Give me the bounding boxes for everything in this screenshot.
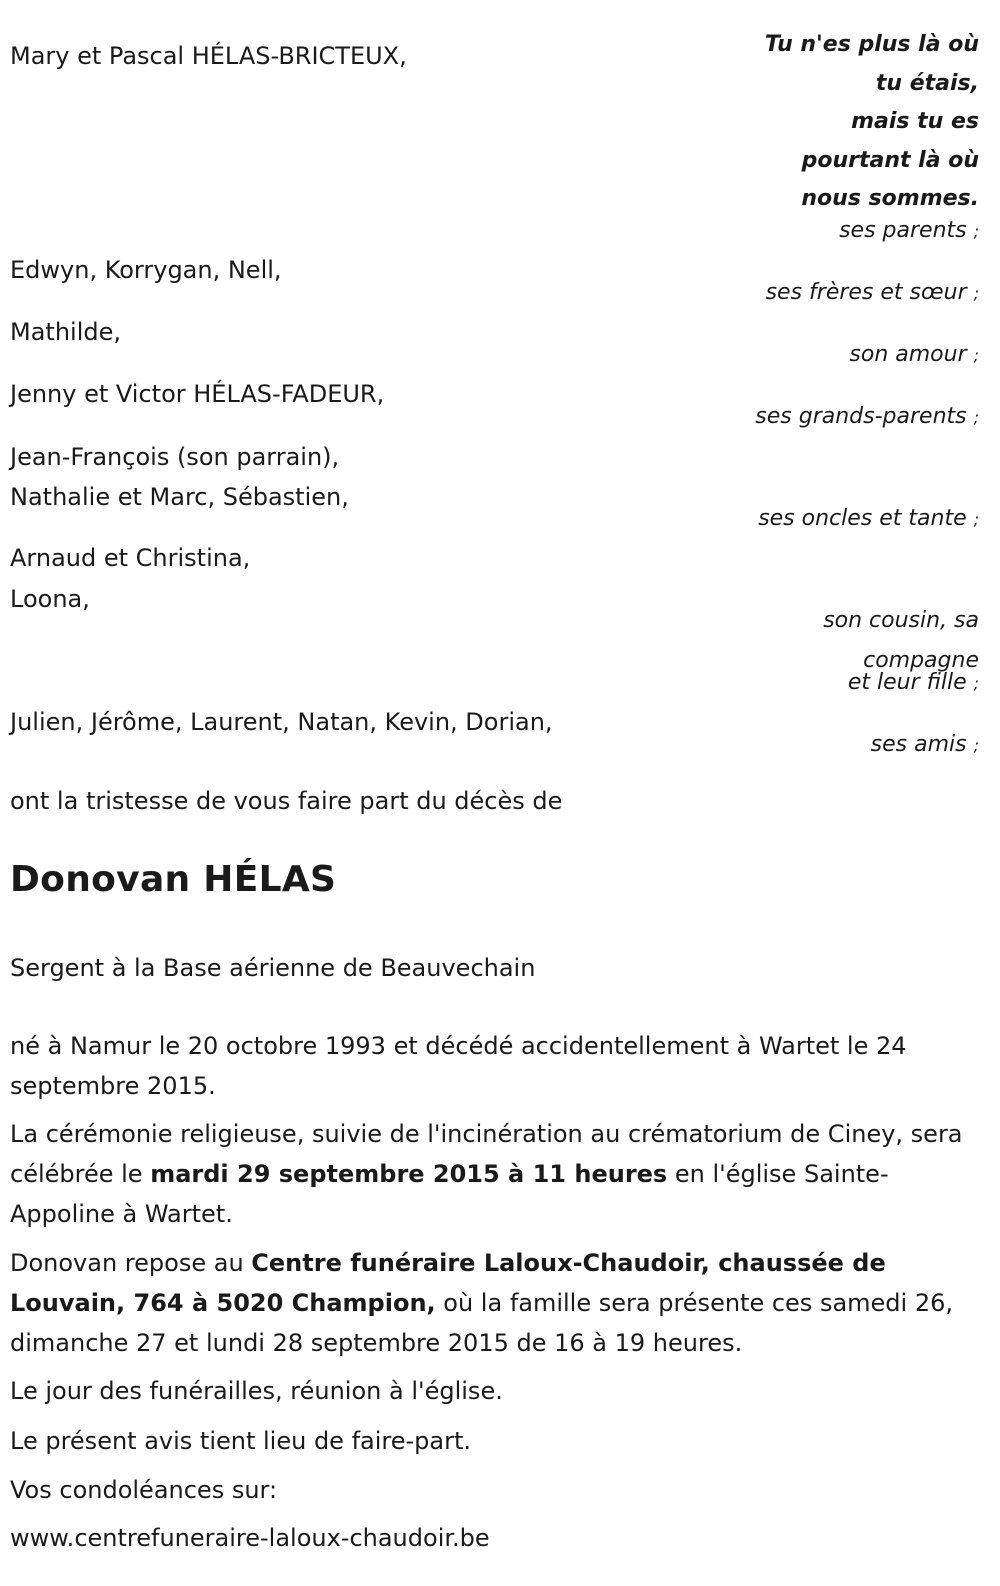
relation-semicolon: ;: [973, 222, 979, 241]
family-names-siblings: Edwyn, Korrygan, Nell,: [10, 256, 282, 284]
family-names-cousin-2: Loona,: [10, 585, 90, 613]
ceremony-paragraph: [10, 1114, 970, 1234]
relation-semicolon: ;: [973, 674, 979, 693]
poem-line: pourtant là où: [801, 147, 979, 173]
condolences-label: Vos condoléances sur:: [10, 1476, 278, 1504]
deceased-name: Donovan HÉLAS: [10, 859, 337, 900]
birth-death: né à Namur le 20 octobre 1993 et décédé accidentellement à Wartet le 24 septembre 2015.: [10, 1032, 907, 1100]
relation-semicolon: ;: [973, 346, 979, 365]
family-names-uncles-1: Jean-François (son parrain),: [10, 443, 340, 471]
family-names-uncles-2: Nathalie et Marc, Sébastien,: [10, 483, 349, 511]
family-names-love: Mathilde,: [10, 318, 121, 346]
website-link[interactable]: www.centrefuneraire-laloux-chaudoir.be: [10, 1524, 490, 1552]
relation-text: et leur fille: [847, 670, 967, 695]
family-names-grandparents: Jenny et Victor HÉLAS-FADEUR,: [10, 380, 385, 408]
relation-text: ses oncles et tante: [758, 506, 967, 531]
occupation: Sergent à la Base aérienne de Beauvechain: [10, 954, 536, 982]
poem-line: Tu n'es plus là où: [764, 32, 979, 57]
relation-cousin-line-3: [848, 672, 979, 694]
repose-text: où la famille sera présente ces samedi 26, dimanche 27 et lundi 28 septembre 2015 de 16 à 19 heures.: [10, 1289, 953, 1357]
announcement: ont la tristesse de vous faire part du décès de: [10, 787, 563, 815]
ceremony-date: mardi 29 septembre 2015 à 11 heures: [150, 1160, 668, 1188]
repose-paragraph: [10, 1243, 970, 1363]
relation-cousin-line-2: compagne: [863, 648, 979, 673]
relation-text: ses grands-parents: [755, 404, 967, 429]
relation-semicolon: ;: [973, 510, 979, 529]
relation-semicolon: ;: [973, 408, 979, 427]
relation-grandparents: [755, 406, 979, 428]
poem-line: tu étais,: [875, 70, 979, 96]
poem-line: mais tu es: [851, 109, 979, 134]
relation-love: [849, 344, 979, 366]
relation-text: ses amis: [870, 732, 967, 757]
relation-semicolon: ;: [973, 736, 979, 755]
relation-siblings: [766, 282, 979, 304]
relation-text: ses parents: [839, 218, 967, 243]
family-names-friends: Julien, Jérôme, Laurent, Natan, Kevin, Dorian,: [10, 708, 553, 736]
repose-text: Donovan repose au: [10, 1249, 252, 1277]
relation-text: son amour: [849, 342, 967, 367]
relation-semicolon: ;: [973, 284, 979, 303]
relation-friends: [871, 734, 979, 756]
ceremony-text: La cérémonie religieuse, suivie de l'incinération au crématorium de Ciney, sera célébrée le: [10, 1120, 963, 1188]
relation-cousin-line-1: son cousin, sa: [823, 608, 979, 633]
family-names-cousin-1: Arnaud et Christina,: [10, 544, 251, 572]
ceremony-text: en l'église Sainte-Appoline à Wartet.: [10, 1160, 889, 1228]
poem: [719, 26, 979, 219]
funeral-day: Le jour des funérailles, réunion à l'église.: [10, 1377, 503, 1405]
relation-parents: [839, 220, 979, 242]
notice: Le présent avis tient lieu de faire-part.: [10, 1427, 472, 1455]
relation-uncles: [758, 508, 979, 530]
relation-text: ses frères et sœur: [765, 280, 967, 305]
poem-line: nous sommes.: [801, 186, 979, 211]
family-names-parents: Mary et Pascal HÉLAS-BRICTEUX,: [10, 42, 407, 70]
repose-location: Centre funéraire Laloux-Chaudoir, chaussée de Louvain, 764 à 5020 Champion,: [10, 1249, 886, 1317]
